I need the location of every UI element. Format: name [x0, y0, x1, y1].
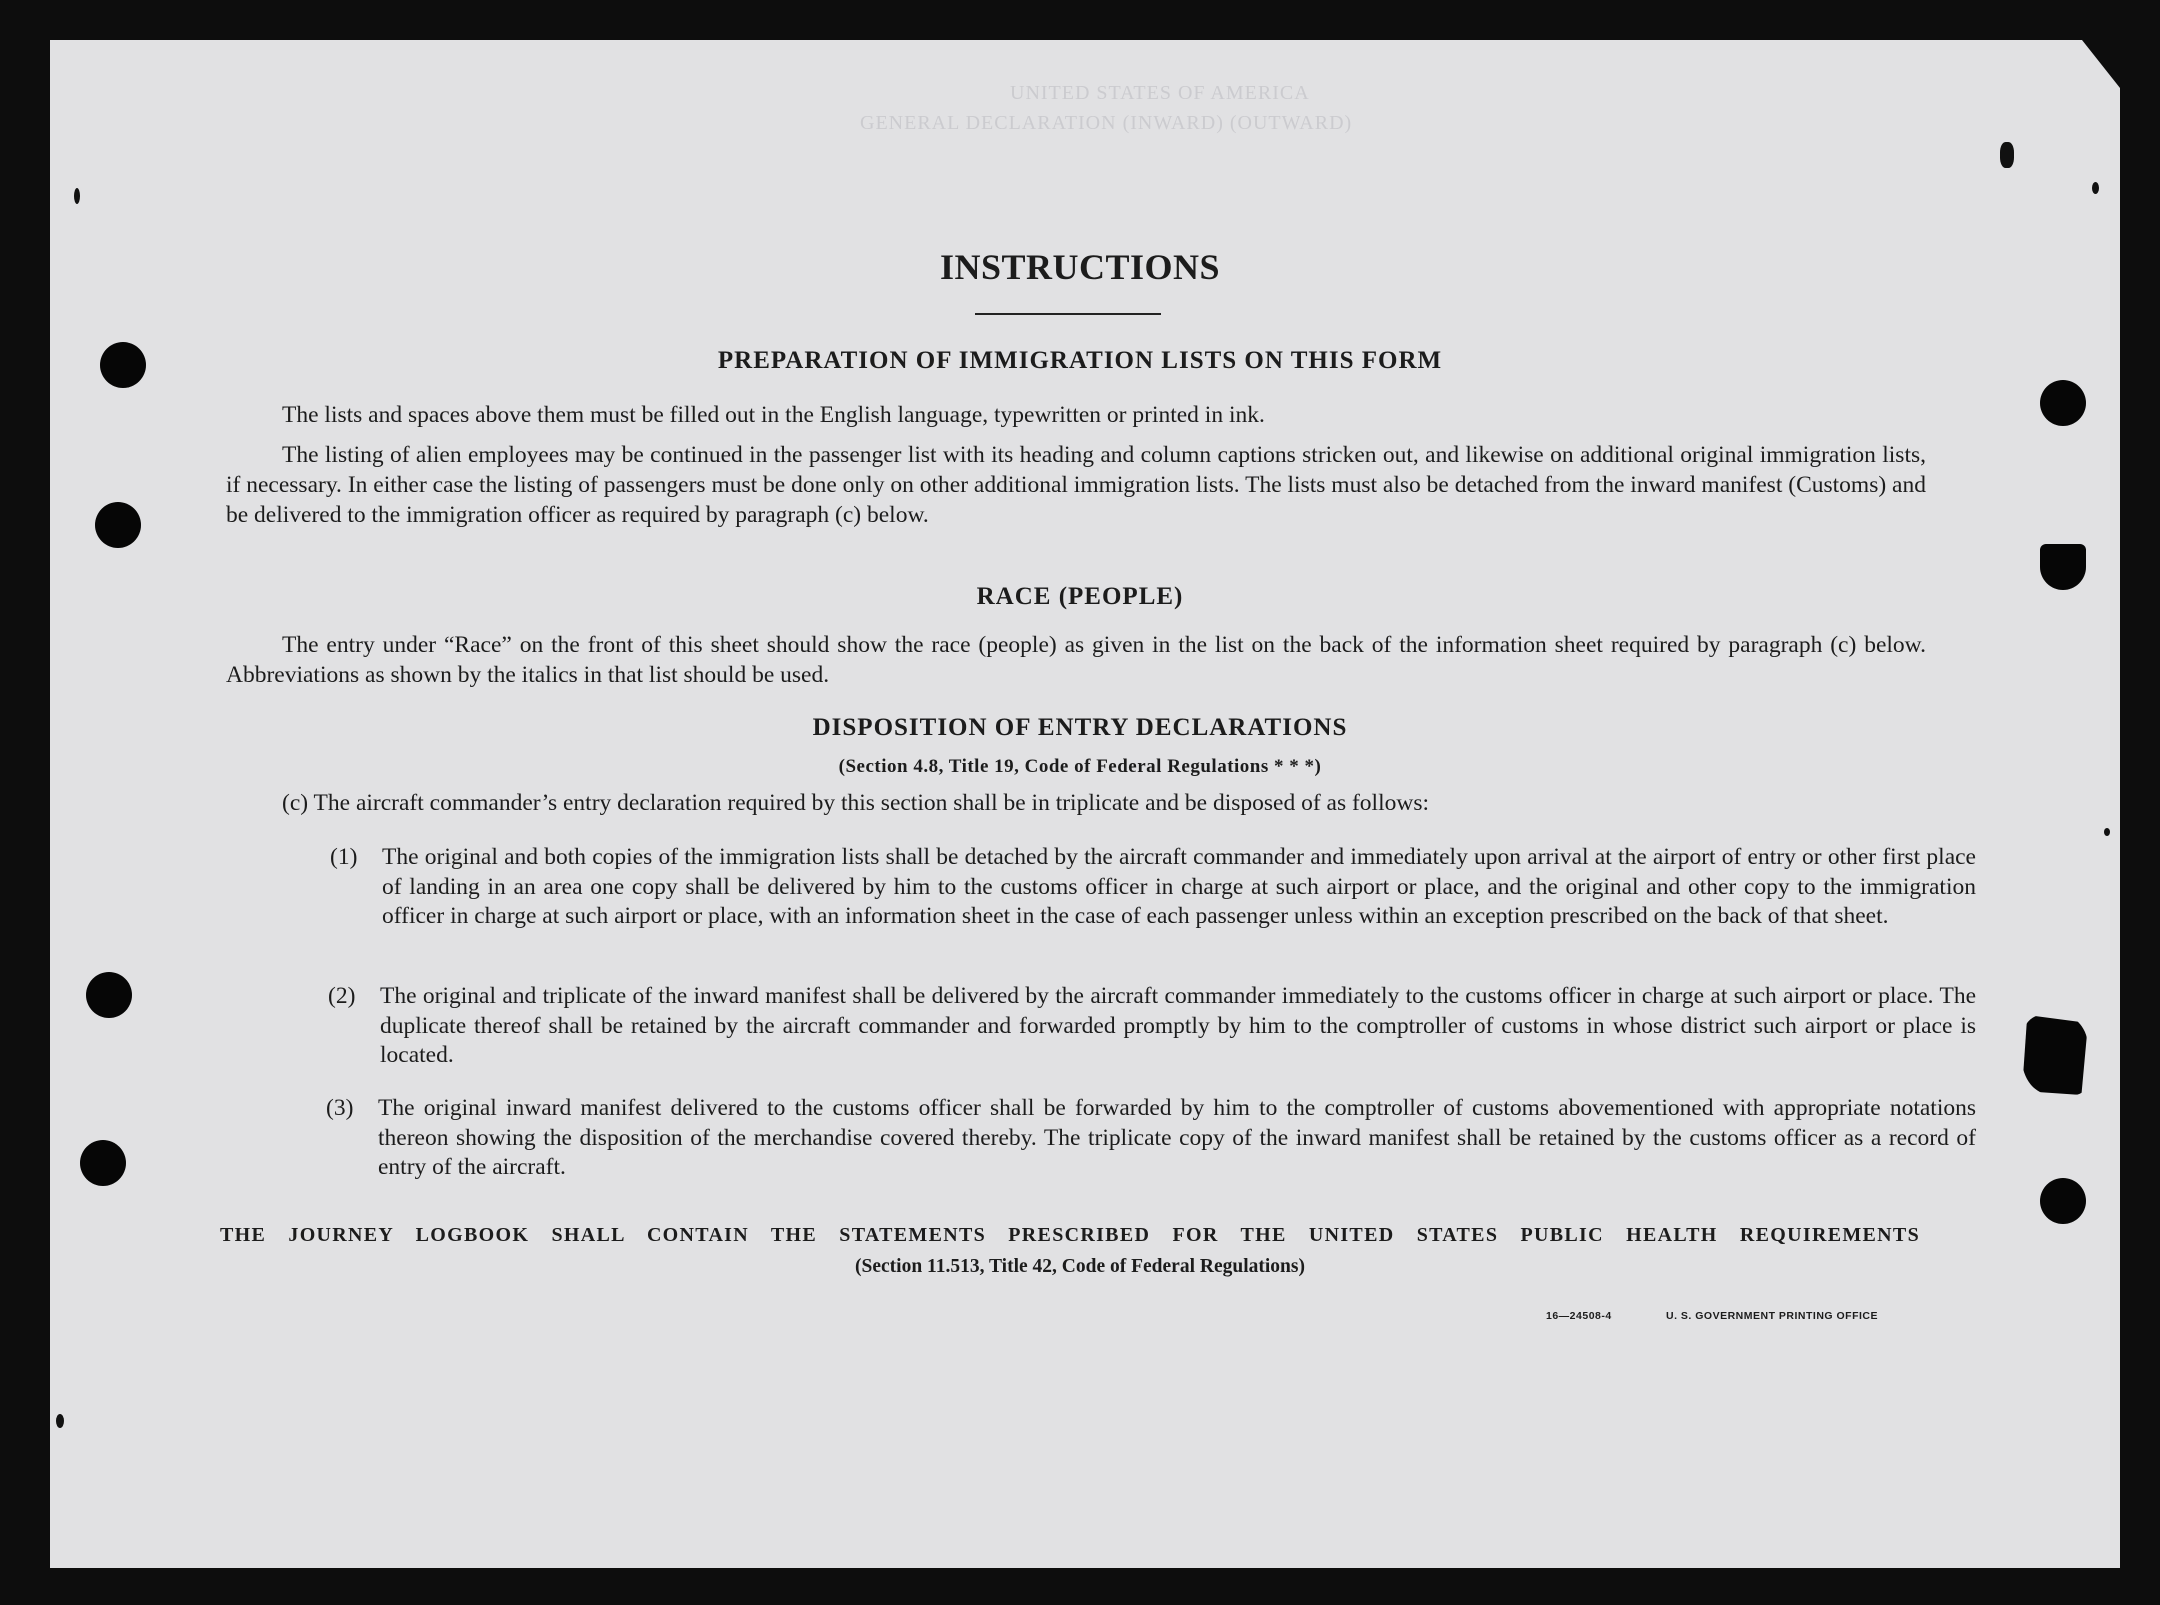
edge-mark — [2104, 828, 2110, 836]
section-heading-preparation: PREPARATION OF IMMIGRATION LISTS ON THIS FORM — [717, 347, 1443, 374]
intro-label: (c) — [282, 790, 309, 816]
list-item — [330, 843, 1976, 932]
punch-hole — [2040, 380, 2086, 426]
edge-mark — [56, 1414, 64, 1428]
intro-text: The aircraft commander’s entry declaration required by this section shall be in triplicate and be disposed of as follows: — [313, 790, 1430, 816]
section-heading-disposition: DISPOSITION OF ENTRY DECLARATIONS — [812, 714, 1348, 741]
form-number: 16—24508-4 — [1546, 1310, 1612, 1322]
list-item — [326, 1094, 1976, 1183]
paragraph-alien-employees — [226, 440, 1926, 530]
paragraph-text: The entry under “Race” on the front of this sheet should show the race (people) as given in the list on the back of the information sheet required by paragraph (c) below. Abbreviations as shown by the italics in that list should be used. — [226, 632, 1926, 688]
paragraph-race — [226, 630, 1926, 690]
paragraph-english-language — [226, 400, 1926, 430]
section-heading-race: RACE (PEOPLE) — [976, 583, 1184, 610]
edge-mark — [2000, 142, 2014, 168]
edge-mark — [74, 188, 80, 204]
item-number: (2) — [328, 983, 356, 1009]
bleed-through-line1: UNITED STATES OF AMERICA — [1010, 82, 1310, 104]
item-number: (1) — [330, 844, 358, 870]
paragraph-text: The listing of alien employees may be continued in the passenger list with its heading and column captions stricken out, and likewise on additional original immigration lists, if necessary. In either case the listing of passengers must be done only on other additional immigration lists. The lists must also be detached from the inward manifest (Customs) and be delivered to the immigration officer as required by paragraph (c) below. — [226, 442, 1926, 528]
printer-imprint: U. S. GOVERNMENT PRINTING OFFICE — [1666, 1310, 1879, 1322]
title-underline — [975, 313, 1161, 315]
public-health-statement: THE JOURNEY LOGBOOK SHALL CONTAIN THE STATEMENTS PRESCRIBED FOR THE UNITED STATES PUBLIC HEALTH REQUIREMENTS — [220, 1224, 1920, 1246]
punch-hole — [95, 502, 141, 548]
item-number: (3) — [326, 1095, 354, 1121]
bleed-through-line2: GENERAL DECLARATION (INWARD) (OUTWARD) — [860, 112, 1353, 134]
punch-hole — [2040, 1178, 2086, 1224]
section-citation: (Section 4.8, Title 19, Code of Federal Regulations * * *) — [838, 756, 1322, 777]
public-health-citation: (Section 11.513, Title 42, Code of Federal Regulations) — [855, 1256, 1305, 1277]
paragraph-intro-c — [282, 788, 1932, 818]
list-item — [328, 982, 1976, 1071]
page-title: INSTRUCTIONS — [939, 247, 1221, 287]
punch-hole — [80, 1140, 126, 1186]
punch-hole — [86, 972, 132, 1018]
item-text: The original inward manifest delivered to the customs officer shall be forwarded by him to the comptroller of customs abovementioned with appropriate notations thereon showing the disposition of the merchandise covered thereby. The triplicate copy of the inward manifest shall be retained by the customs officer as a record of entry of the aircraft. — [378, 1095, 1976, 1180]
item-text: The original and triplicate of the inward manifest shall be delivered by the aircraft commander immediately to the customs officer in charge at such airport or place. The duplicate thereof shall be retained by the aircraft commander and forwarded promptly by him to the comptroller of customs in whose district such airport or place is located. — [380, 983, 1976, 1068]
edge-mark — [2092, 182, 2099, 194]
item-text: The original and both copies of the immigration lists shall be detached by the aircraft commander and immediately upon arrival at the airport of entry or other first place of landing in an area one copy shall be delivered by him to the customs officer in charge at such airport or place, and the original and other copy to the immigration officer in charge at such airport or place, with an information sheet in the case of each passenger unless within an exception prescribed on the back of that sheet. — [382, 844, 1976, 929]
torn-hole — [2022, 1015, 2088, 1095]
paragraph-text: The lists and spaces above them must be filled out in the English language, typewritten or printed in ink. — [282, 402, 1265, 428]
